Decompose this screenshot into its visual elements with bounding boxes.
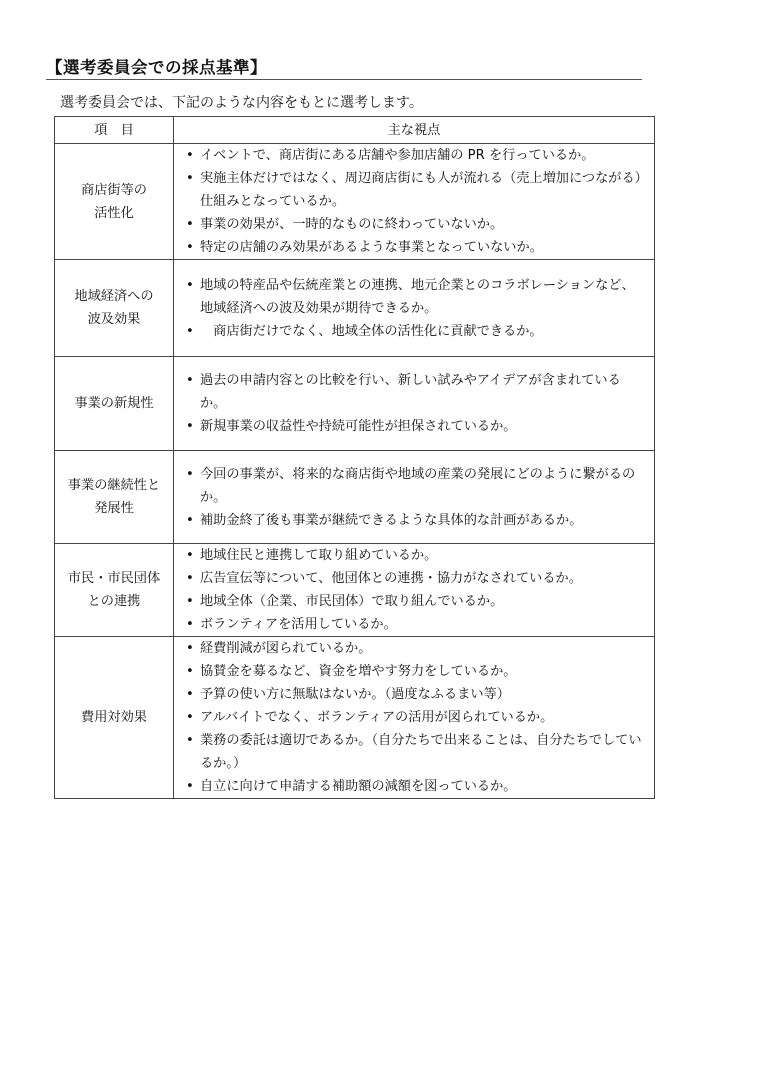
page-title: 【選考委員会での採点基準】 — [46, 58, 642, 80]
list-item — [178, 274, 646, 320]
bullet: • — [186, 148, 194, 163]
bullet: • — [186, 710, 194, 725]
table-row — [55, 144, 655, 260]
row-item-line: 市民・市民団体 — [67, 571, 161, 586]
table-row — [55, 451, 655, 544]
bullet: • — [186, 419, 194, 434]
list-item — [178, 775, 646, 798]
bullet: • — [186, 664, 194, 679]
list-item — [178, 463, 646, 509]
point-text: 今回の事業が、将来的な商店街や地域の産業の発展にどのように繋がるのか。 — [200, 466, 636, 505]
bullet: • — [186, 641, 194, 656]
bullet: • — [186, 687, 194, 702]
criteria-table — [54, 116, 655, 799]
row-item — [55, 637, 174, 799]
list-item — [178, 509, 646, 532]
point-text: 協賛金を募るなど、資金を増やす努力をしているか。 — [200, 664, 517, 679]
table-header-row — [55, 117, 655, 144]
point-text: 地域住民と連携して取り組めているか。 — [200, 548, 438, 563]
list-item — [178, 590, 646, 613]
row-item-line: との連携 — [87, 594, 141, 609]
row-item — [55, 144, 174, 260]
list-item — [178, 683, 646, 706]
point-text: 経費削減が図られているか。 — [200, 641, 372, 656]
list-item — [178, 637, 646, 660]
bullet: • — [186, 571, 194, 586]
list-item — [178, 415, 646, 438]
header-item: 項 目 — [55, 117, 174, 144]
point-text: 業務の委託は適切であるか。（自分たちで出来ることは、自分たちでしているか。） — [200, 733, 642, 771]
table-row — [55, 260, 655, 357]
row-item-line: 事業の新規性 — [74, 396, 154, 411]
point-text: 特定の店舗のみ効果があるような事業となっていないか。 — [200, 240, 543, 255]
table-row — [55, 544, 655, 637]
list-item — [178, 167, 646, 213]
row-item-line: 事業の継続性と — [67, 478, 161, 493]
list-item — [178, 729, 646, 775]
row-item — [55, 260, 174, 357]
point-text: 広告宣伝等について、他団体との連携・協力がなされているか。 — [200, 571, 582, 586]
row-points — [174, 144, 655, 260]
list-item — [178, 213, 646, 236]
point-text: ボランティアを活用しているか。 — [200, 617, 397, 632]
row-item — [55, 451, 174, 544]
point-text: 実施主体だけではなく、周辺商店街にも人が流れる（売上増加につながる）仕組みとなっているか。 — [200, 171, 642, 209]
row-item-line: 発展性 — [94, 501, 134, 516]
list-item — [178, 613, 646, 636]
list-item — [178, 320, 646, 343]
point-text: 地域全体（企業、市民団体）で取り組んでいるか。 — [200, 594, 504, 609]
row-item-line: 費用対効果 — [81, 710, 147, 725]
table-row — [55, 637, 655, 799]
row-item-line: 地域経済への — [74, 289, 154, 304]
row-item-line: 波及効果 — [87, 312, 141, 327]
bullet: • — [186, 617, 194, 632]
point-text: 新規事業の収益性や持続可能性が担保されているか。 — [200, 419, 517, 434]
row-points — [174, 260, 655, 357]
bullet: • — [186, 373, 194, 388]
bullet: • — [186, 323, 194, 339]
point-text: 事業の効果が、一時的なものに終わっていないか。 — [200, 217, 504, 232]
point-text: 補助金終了後も事業が継続できるような具体的な計画があるか。 — [200, 512, 583, 528]
point-text: 過去の申請内容との比較を行い、新しい試みやアイデアが含まれているか。 — [200, 373, 621, 411]
point-text: 自立に向けて申請する補助額の減額を図っているか。 — [200, 779, 517, 794]
list-item — [178, 369, 646, 415]
bullet: • — [186, 217, 194, 232]
row-item — [55, 544, 174, 637]
bullet: • — [186, 594, 194, 609]
point-text: 地域の特産品や伝統産業との連携、地元企業とのコラボレーションなど、地域経済への波及効果が期待できるか。 — [200, 277, 635, 316]
list-item — [178, 144, 646, 167]
row-points — [174, 544, 655, 637]
list-item — [178, 544, 646, 567]
list-item — [178, 567, 646, 590]
row-item-line: 商店街等の — [81, 182, 147, 198]
bullet: • — [186, 171, 194, 186]
row-item-line: 活性化 — [94, 205, 134, 221]
point-text: イベントで、商店街にある店舗や参加店舗の PR を行っているか。 — [200, 148, 595, 163]
point-text: 予算の使い方に無駄はないか。（過度なふるまい等） — [200, 687, 510, 702]
row-points — [174, 451, 655, 544]
intro-text: 選考委員会では、下記のような内容をもとに選考します。 — [60, 95, 423, 111]
list-item — [178, 236, 646, 259]
row-points — [174, 637, 655, 799]
table-row — [55, 357, 655, 451]
point-text: アルバイトでなく、ボランティアの活用が図られているか。 — [200, 710, 554, 725]
bullet: • — [186, 512, 194, 528]
bullet: • — [186, 733, 194, 748]
bullet: • — [186, 779, 194, 794]
row-points — [174, 357, 655, 451]
bullet: • — [186, 277, 194, 293]
bullet: • — [186, 548, 194, 563]
point-text: 商店街だけでなく、地域全体の活性化に貢献できるか。 — [200, 323, 543, 339]
row-item — [55, 357, 174, 451]
list-item — [178, 706, 646, 729]
list-item — [178, 660, 646, 683]
bullet: • — [186, 466, 194, 482]
header-viewpoint: 主な視点 — [174, 117, 655, 144]
bullet: • — [186, 240, 194, 255]
